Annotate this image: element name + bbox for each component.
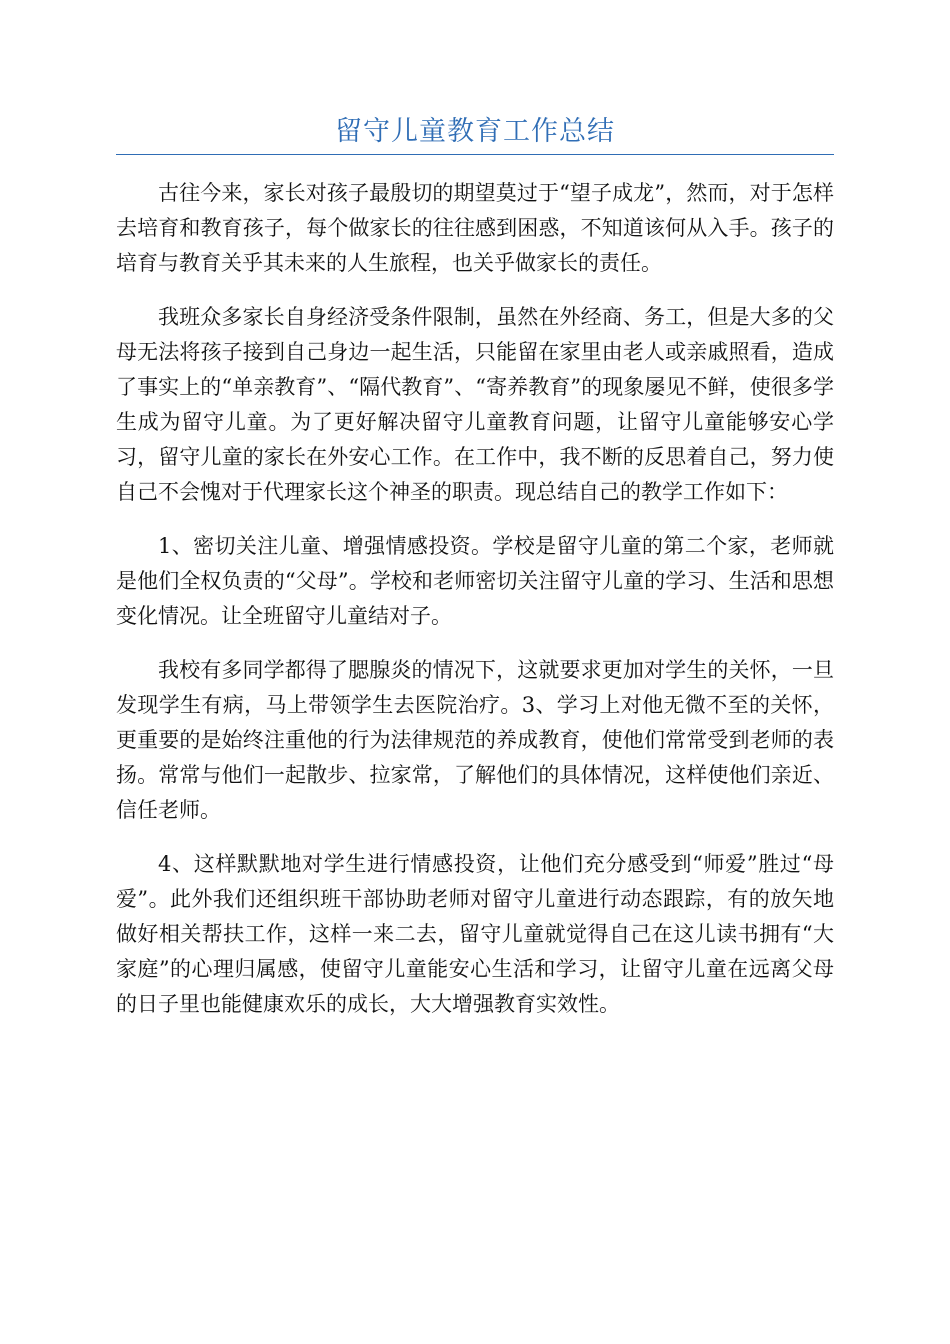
paragraph: 4、这样默默地对学生进行情感投资，让他们充分感受到“师爱”胜过“母爱”。此外我们还组织班干部协助老师对留守儿童进行动态跟踪，有的放矢地做好相关帮扶工作，这样一来二去，留守儿童就觉得自己在这儿读书拥有“大家庭”的心理归属感，使留守儿童能安心生活和学习，让留守儿童在远离父母的日子里也能健康欢乐的成长，大大增强教育实效性。 <box>116 852 834 1016</box>
paragraph: 我班众多家长自身经济受条件限制，虽然在外经商、务工，但是大多的父母无法将孩子接到自己身边一起生活，只能留在家里由老人或亲戚照看，造成了事实上的“单亲教育”、“隔代教育”、“寄养教育”的现象屡见不鲜，使很多学生成为留守儿童。为了更好解决留守儿童教育问题，让留守儿童能够安心学习，留守儿童的家长在外安心工作。在工作中，我不断的反思着自己，努力使自己不会愧对于代理家长这个神圣的职责。现总结自己的教学工作如下： <box>116 305 834 504</box>
title-underline <box>116 154 834 155</box>
paragraph: 1、密切关注儿童、增强情感投资。学校是留守儿童的第二个家，老师就是他们全权负责的“父母”。学校和老师密切关注留守儿童的学习、生活和思想变化情况。让全班留守儿童结对子。 <box>116 534 834 628</box>
document-title: 留守儿童教育工作总结 <box>335 116 615 147</box>
paragraph: 古往今来，家长对孩子最殷切的期望莫过于“望子成龙”，然而，对于怎样去培育和教育孩子，每个做家长的往往感到困惑，不知道该何从入手。孩子的培育与教育关乎其未来的人生旅程，也关乎做家长的责任。 <box>116 181 834 275</box>
paragraph: 我校有多同学都得了腮腺炎的情况下，这就要求更加对学生的关怀，一旦发现学生有病，马上带领学生去医院治疗。3、学习上对他无微不至的关怀，更重要的是始终注重他的行为法律规范的养成教育，使他们常常受到老师的表扬。常常与他们一起散步、拉家常，了解他们的具体情况，这样使他们亲近、信任老师。 <box>116 658 834 822</box>
document-body <box>116 176 834 1041</box>
